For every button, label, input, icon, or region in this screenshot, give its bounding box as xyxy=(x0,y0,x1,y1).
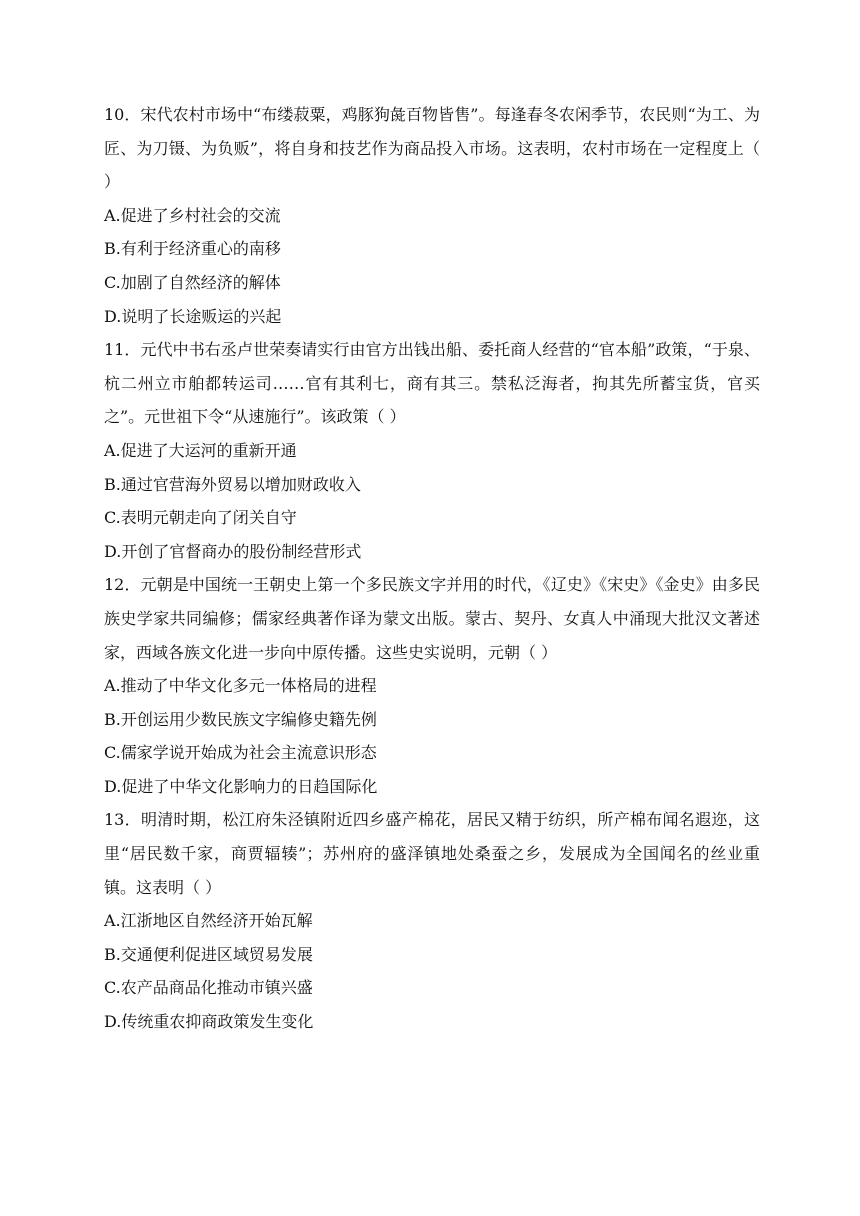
option-a: A.推动了中华文化多元一体格局的进程 xyxy=(104,676,377,696)
option-d: D.说明了长途贩运的兴起 xyxy=(104,306,282,326)
question-13 xyxy=(104,803,760,1038)
option-a: A.江浙地区自然经济开始瓦解 xyxy=(104,911,313,931)
exam-page xyxy=(104,98,760,1039)
question-stem: 11．元代中书右丞卢世荣奏请实行由官方出钱出船、委托商人经营的“官本船”政策，“于泉、杭二州立市舶都转运司……官有其利七，商有其三。禁私泛海者，拘其先所蓄宝货，官买之”。元世祖下令“从速施行”。该政策（ ） xyxy=(104,340,760,427)
option-d: D.促进了中华文化影响力的日趋国际化 xyxy=(104,776,378,796)
option-b: B.开创运用少数民族文字编修史籍先例 xyxy=(104,709,377,729)
option-d: D.开创了官督商办的股份制经营形式 xyxy=(104,541,362,561)
option-c: C.农产品商品化推动市镇兴盛 xyxy=(104,978,313,998)
option-b: B.有利于经济重心的南移 xyxy=(104,239,281,259)
option-b: B.交通便利促进区域贸易发展 xyxy=(104,944,313,964)
question-11 xyxy=(104,333,760,568)
option-a: A.促进了乡村社会的交流 xyxy=(104,205,281,225)
option-c: C.表明元朝走向了闭关自守 xyxy=(104,508,297,528)
question-stem: 12．元朝是中国统一王朝史上第一个多民族文字并用的时代，《辽史》《宋史》《金史》由多民族史学家共同编修；儒家经典著作译为蒙文出版。蒙古、契丹、女真人中涌现大批汉文著述家，西域各族文化进一步向中原传播。这些史实说明，元朝（ ） xyxy=(104,575,760,662)
option-b: B.通过官营海外贸易以增加财政收入 xyxy=(104,474,361,494)
option-d: D.传统重农抑商政策发生变化 xyxy=(104,1012,314,1032)
question-stem: 10．宋代农村市场中“布缕菽粟，鸡豚狗彘百物皆售”。每逢春冬农闲季节，农民则“为工、为匠、为刀镊、为负贩”，将自身和技艺作为商品投入市场。这表明，农村市场在一定程度上（ ） xyxy=(104,105,760,192)
option-c: C.加剧了自然经济的解体 xyxy=(104,272,281,292)
question-12 xyxy=(104,568,760,803)
option-c: C.儒家学说开始成为社会主流意识形态 xyxy=(104,743,377,763)
option-a: A.促进了大运河的重新开通 xyxy=(104,440,297,460)
question-stem: 13．明清时期，松江府朱泾镇附近四乡盛产棉花，居民又精于纺织，所产棉布闻名遐迩，这里“居民数千家，商贾辐辏”；苏州府的盛泽镇地处桑蚕之乡，发展成为全国闻名的丝业重镇。这表明（ ） xyxy=(104,810,760,897)
question-10 xyxy=(104,98,760,333)
